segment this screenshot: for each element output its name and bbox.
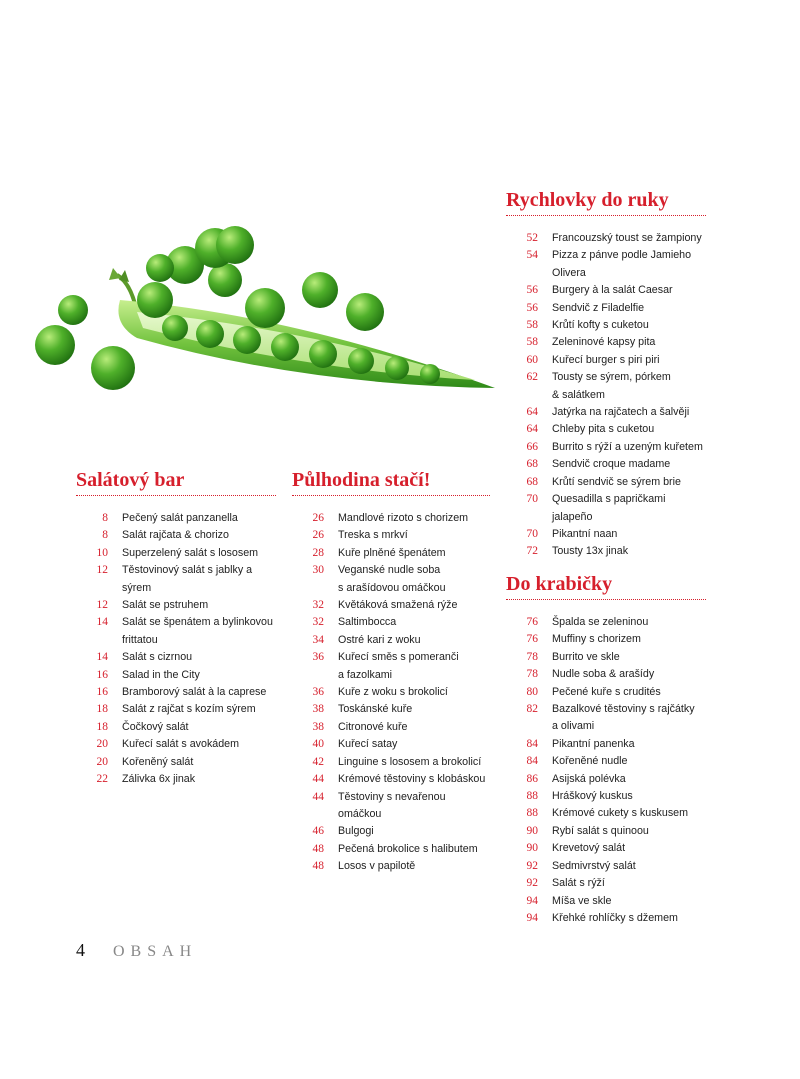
toc-page-number: 92 <box>526 877 538 890</box>
toc-entry-title: Zeleninové kapsy pita <box>552 336 656 349</box>
toc-entry-title: Muffiny s chorizem <box>552 633 641 646</box>
toc-entry-title: Quesadilla s papričkami jalapeño <box>552 493 666 523</box>
toc-entry <box>506 684 706 701</box>
toc-entry <box>506 614 706 631</box>
toc-entry-title: Kuřecí salát s avokádem <box>122 738 240 751</box>
toc-entry-title: Tousty 13x jinak <box>552 545 629 558</box>
toc-page-number: 70 <box>526 493 538 506</box>
toc-page-number: 90 <box>526 842 538 855</box>
toc-entry-title: Burgery à la salát Caesar <box>552 284 673 297</box>
toc-entry-title: Linguine s lososem a brokolicí <box>338 755 482 768</box>
toc-page-number: 80 <box>526 685 538 698</box>
toc-entry <box>292 719 490 736</box>
toc-list <box>506 614 706 927</box>
toc-entry-title: Mandlové rizoto s chorizem <box>338 512 469 524</box>
toc-entry <box>292 597 490 614</box>
toc-page-number: 14 <box>96 651 108 664</box>
toc-entry-title: Krůtí kofty s cuketou <box>552 319 649 332</box>
toc-entry-title: Pečené kuře s crudités <box>552 685 661 698</box>
toc-page-number: 64 <box>526 406 538 419</box>
toc-entry <box>506 649 706 666</box>
toc-entry <box>506 317 706 334</box>
toc-page-number: 58 <box>526 336 538 349</box>
toc-page-number: 88 <box>526 807 538 820</box>
toc-page-number: 44 <box>312 773 324 786</box>
toc-entry <box>506 300 706 317</box>
toc-page-number: 56 <box>526 284 538 297</box>
toc-page-number: 76 <box>526 616 538 628</box>
toc-entry-title: Kuřecí satay <box>338 738 398 751</box>
toc-page-number: 94 <box>526 894 538 907</box>
toc-entry-title: Zálivka 6x jinak <box>122 773 196 786</box>
toc-page-number: 86 <box>526 772 538 785</box>
toc-page-number: 60 <box>526 353 538 366</box>
toc-list <box>506 230 706 561</box>
toc-page-number: 94 <box>526 911 538 924</box>
toc-page-number: 40 <box>312 738 324 751</box>
toc-entry-title: Salát z rajčat s kozím sýrem <box>122 703 256 716</box>
toc-entry-title: Tousty se sýrem, pórkem & salátkem <box>552 371 671 401</box>
toc-entry <box>506 858 706 875</box>
toc-entry <box>506 893 706 910</box>
section-pulhodina-staci <box>292 469 490 876</box>
toc-entry <box>76 719 276 736</box>
toc-entry-title: Toskánské kuře <box>338 703 413 716</box>
toc-entry <box>292 649 490 684</box>
toc-entry-title: Rybí salát s quinoou <box>552 824 649 837</box>
toc-entry-title: Bulgogi <box>338 825 374 838</box>
toc-entry <box>292 841 490 858</box>
toc-entry <box>76 545 276 562</box>
toc-entry-title: Těstovinový salát s jablky a sýrem <box>122 564 253 594</box>
toc-page-number: 20 <box>96 738 108 751</box>
toc-entry-title: Bramborový salát à la caprese <box>122 686 267 699</box>
page-section-label: OBSAH <box>113 943 198 960</box>
toc-entry-title: Pečená brokolice s halibutem <box>338 842 478 855</box>
toc-entry <box>292 858 490 875</box>
toc-entry <box>76 597 276 614</box>
toc-entry <box>506 282 706 299</box>
toc-entry <box>76 754 276 771</box>
toc-entry <box>292 684 490 701</box>
toc-entry-title: Salát rajčata & chorizo <box>122 529 229 542</box>
toc-entry <box>292 736 490 753</box>
toc-page-number: 8 <box>102 512 108 524</box>
toc-page-number: 38 <box>312 720 324 733</box>
toc-page-number: 48 <box>312 842 324 855</box>
toc-entry-title: Květáková smažená rýže <box>338 599 458 612</box>
toc-entry <box>76 736 276 753</box>
toc-entry <box>292 614 490 631</box>
toc-entry-title: Saltimbocca <box>338 616 397 629</box>
toc-page-number: 46 <box>312 825 324 838</box>
toc-entry-title: Pikantní panenka <box>552 737 635 750</box>
toc-page-number: 32 <box>312 616 324 629</box>
toc-entry <box>506 404 706 421</box>
toc-entry <box>506 701 706 736</box>
toc-entry-title: Křehké rohlíčky s džemem <box>552 911 678 924</box>
toc-entry-title: Těstoviny s nevařenou omáčkou <box>338 790 446 820</box>
toc-entry-title: Krevetový salát <box>552 842 626 855</box>
toc-entry <box>292 562 490 597</box>
toc-entry-title: Pikantní naan <box>552 527 618 540</box>
toc-entry-title: Chleby pita s cuketou <box>552 423 655 436</box>
section-title: Půlhodina stačí! <box>292 469 490 496</box>
toc-page-number: 90 <box>526 824 538 837</box>
toc-entry <box>76 649 276 666</box>
toc-entry-title: Salad in the City <box>122 668 200 681</box>
toc-entry-title: Citronové kuře <box>338 720 408 733</box>
toc-list <box>76 510 276 789</box>
toc-entry <box>292 823 490 840</box>
toc-entry-title: Špalda se zeleninou <box>552 616 649 628</box>
toc-entry <box>506 247 706 282</box>
toc-entry <box>506 840 706 857</box>
toc-page-number: 76 <box>526 633 538 646</box>
toc-page-number: 18 <box>96 720 108 733</box>
toc-entry <box>506 805 706 822</box>
page-number: 4 <box>76 940 85 960</box>
section-rychlovky-do-ruky <box>506 189 706 561</box>
toc-entry <box>76 527 276 544</box>
toc-entry <box>506 823 706 840</box>
section-title: Do krabičky <box>506 573 706 600</box>
toc-entry-title: Nudle soba & arašídy <box>552 668 655 681</box>
toc-entry-title: Asijská polévka <box>552 772 626 785</box>
toc-entry-title: Čočkový salát <box>122 720 189 733</box>
toc-page-number: 36 <box>312 686 324 699</box>
toc-entry-title: Burrito s rýží a uzeným kuřetem <box>552 440 703 453</box>
toc-entry-title: Pizza z pánve podle Jamieho Olivera <box>552 249 692 279</box>
toc-entry <box>506 456 706 473</box>
toc-page-number: 78 <box>526 650 538 663</box>
toc-page-number: 30 <box>312 564 324 577</box>
section-salatovy-bar <box>76 469 276 789</box>
toc-entry <box>292 701 490 718</box>
toc-list <box>292 510 490 876</box>
toc-page-number: 10 <box>96 546 108 559</box>
toc-entry-title: Superzelený salát s lososem <box>122 546 259 559</box>
toc-page-number: 44 <box>312 790 324 803</box>
toc-page-number: 68 <box>526 458 538 471</box>
toc-entry <box>292 754 490 771</box>
toc-entry <box>292 545 490 562</box>
toc-page-number: 14 <box>96 616 108 629</box>
toc-entry-title: Salát s rýží <box>552 877 605 890</box>
toc-entry <box>506 910 706 927</box>
toc-entry <box>76 510 276 527</box>
toc-entry <box>506 875 706 892</box>
toc-page-number: 82 <box>526 703 538 716</box>
toc-entry-title: Sendvič croque madame <box>552 458 671 471</box>
toc-page-number: 68 <box>526 475 538 488</box>
toc-entry-title: Jatýrka na rajčatech a šalvěji <box>552 406 690 419</box>
toc-page-number: 88 <box>526 790 538 803</box>
toc-page-number: 26 <box>312 529 324 542</box>
toc-page-number: 48 <box>312 860 324 873</box>
toc-entry-title: Krémové těstoviny s klobáskou <box>338 773 486 786</box>
toc-entry <box>506 230 706 247</box>
toc-entry <box>506 439 706 456</box>
toc-page-number: 26 <box>312 512 324 524</box>
toc-entry <box>506 334 706 351</box>
toc-page-number: 52 <box>526 232 538 244</box>
toc-entry-title: Sedmivrstvý salát <box>552 859 636 872</box>
toc-entry <box>76 701 276 718</box>
toc-page-number: 18 <box>96 703 108 716</box>
toc-entry <box>506 771 706 788</box>
toc-entry-title: Francouzský toust se žampiony <box>552 232 702 244</box>
toc-entry-title: Salát se špenátem a bylinkovou frittatou <box>122 616 273 646</box>
toc-entry <box>292 510 490 527</box>
toc-entry-title: Míša ve skle <box>552 894 612 907</box>
toc-page-number: 84 <box>526 737 538 750</box>
toc-page-number: 34 <box>312 633 324 646</box>
toc-entry-title: Kuřecí burger s piri piri <box>552 353 660 366</box>
toc-page-number: 32 <box>312 599 324 612</box>
toc-page-number: 22 <box>96 773 108 786</box>
toc-entry-title: Veganské nudle soba s arašídovou omáčkou <box>338 564 446 594</box>
toc-page-number: 20 <box>96 755 108 768</box>
page-footer <box>76 940 197 961</box>
toc-entry <box>292 632 490 649</box>
toc-entry-title: Sendvič z Filadelfie <box>552 301 645 314</box>
toc-entry-title: Kuřecí směs s pomeranči a fazolkami <box>338 651 459 681</box>
toc-page-number: 12 <box>96 599 108 612</box>
toc-entry-title: Salát s cizrnou <box>122 651 193 664</box>
toc-page-number: 28 <box>312 546 324 559</box>
section-title: Rychlovky do ruky <box>506 189 706 216</box>
toc-entry <box>76 667 276 684</box>
toc-entry-title: Salát se pstruhem <box>122 599 209 612</box>
section-do-krabicky <box>506 573 706 927</box>
toc-entry <box>292 771 490 788</box>
toc-entry <box>506 352 706 369</box>
toc-entry <box>506 753 706 770</box>
toc-entry-title: Treska s mrkví <box>338 529 408 542</box>
section-title: Salátový bar <box>76 469 276 496</box>
toc-page-number: 36 <box>312 651 324 664</box>
toc-entry <box>506 369 706 404</box>
toc-page-number: 92 <box>526 859 538 872</box>
toc-entry-title: Kořeněné nudle <box>552 755 628 768</box>
toc-page-number: 70 <box>526 527 538 540</box>
toc-entry <box>76 684 276 701</box>
toc-entry-title: Krůtí sendvič se sýrem brie <box>552 475 681 488</box>
toc-entry-title: Krémové cukety s kuskusem <box>552 807 689 820</box>
toc-entry <box>506 788 706 805</box>
toc-page-number: 64 <box>526 423 538 436</box>
toc-page-number: 8 <box>102 529 108 542</box>
toc-entry <box>506 421 706 438</box>
toc-entry <box>506 526 706 543</box>
toc-entry-title: Kořeněný salát <box>122 755 194 768</box>
toc-entry-title: Kuře z woku s brokolicí <box>338 686 448 699</box>
toc-page-number: 78 <box>526 668 538 681</box>
toc-entry <box>292 527 490 544</box>
toc-entry <box>506 474 706 491</box>
toc-entry <box>292 789 490 824</box>
toc-page-number: 62 <box>526 371 538 384</box>
toc-entry-title: Bazalkové těstoviny s rajčátky a olivami <box>552 703 695 733</box>
toc-entry <box>76 562 276 597</box>
toc-entry <box>506 736 706 753</box>
toc-page-number: 58 <box>526 319 538 332</box>
toc-entry-title: Losos v papilotě <box>338 860 416 873</box>
toc-entry-title: Burrito ve skle <box>552 650 620 663</box>
toc-entry <box>76 614 276 649</box>
toc-entry <box>506 543 706 560</box>
toc-page-number: 16 <box>96 668 108 681</box>
toc-entry <box>506 491 706 526</box>
toc-page-number: 66 <box>526 440 538 453</box>
toc-entry <box>506 666 706 683</box>
toc-page-number: 56 <box>526 301 538 314</box>
toc-entry-title: Ostré kari z woku <box>338 633 421 646</box>
toc-page-number: 54 <box>526 249 538 262</box>
toc-entry-title: Pečený salát panzanella <box>122 512 238 524</box>
toc-entry-title: Hráškový kuskus <box>552 790 633 803</box>
toc-page-number: 38 <box>312 703 324 716</box>
toc-page-number: 72 <box>526 545 538 558</box>
toc-page-number: 42 <box>312 755 324 768</box>
toc-entry-title: Kuře plněné špenátem <box>338 546 446 559</box>
pea-pod-illustration <box>25 220 505 410</box>
toc-page-number: 84 <box>526 755 538 768</box>
toc-entry <box>76 771 276 788</box>
toc-page-number: 16 <box>96 686 108 699</box>
toc-entry <box>506 631 706 648</box>
toc-page-number: 12 <box>96 564 108 577</box>
